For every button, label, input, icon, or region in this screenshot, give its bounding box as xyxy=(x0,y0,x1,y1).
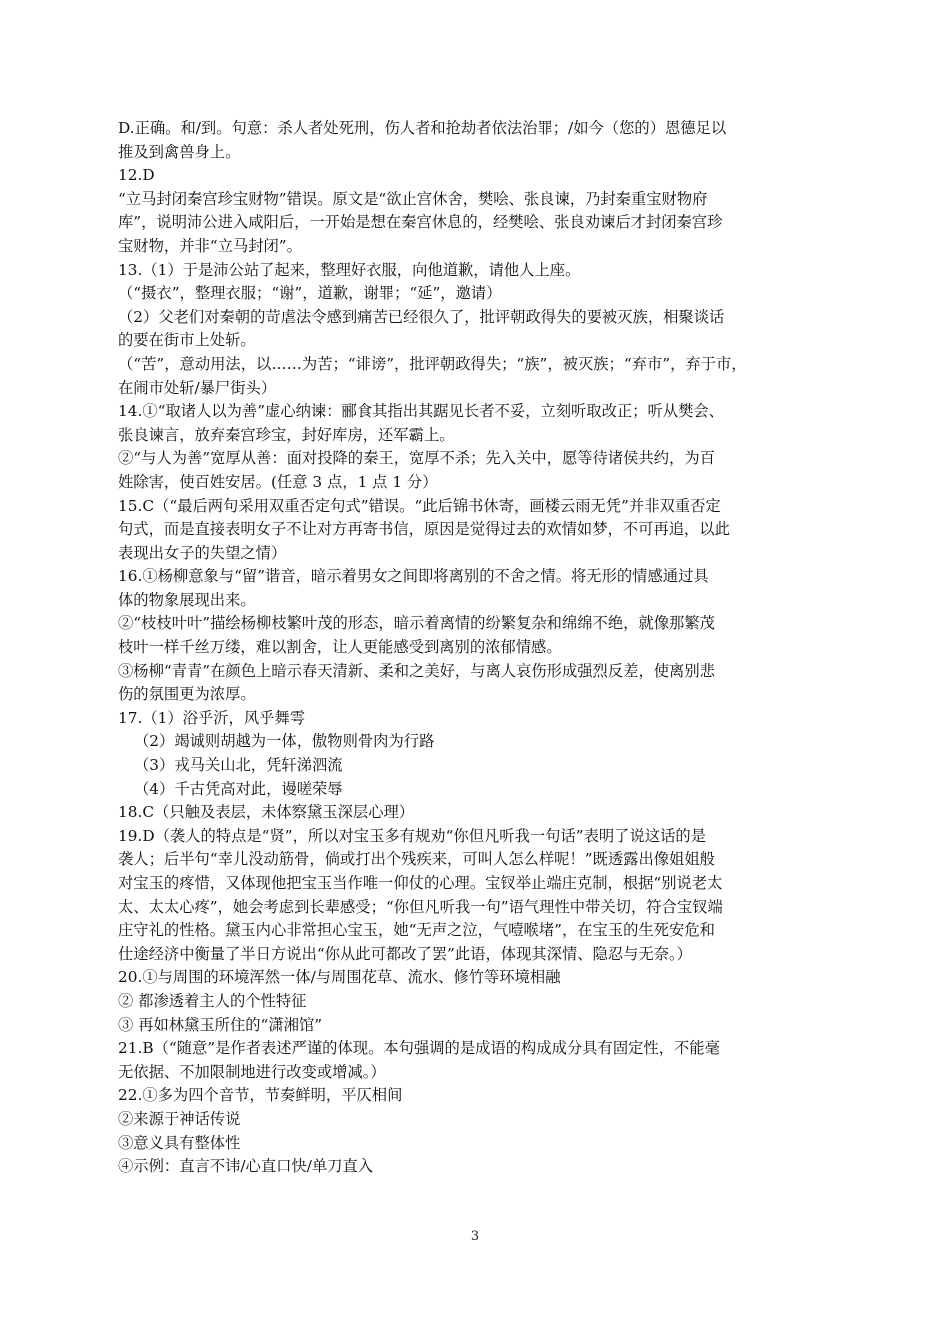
text-line: 14.①“取诸人以为善”虚心纳谏：郦食其指出其踞见长者不妥，立刻听取改正；听从樊会、 xyxy=(118,402,724,421)
text-line: 姓除害，使百姓安居。(任意 3 点，1 点 1 分） xyxy=(118,472,438,491)
text-line: （3）戎马关山北，凭轩涕泗流 xyxy=(134,756,343,775)
text-line: 15.C（“最后两句采用双重否定句式”错误。“此后锦书休寄，画楼云雨无凭”并非双重否定 xyxy=(118,496,721,515)
text-line: （2）竭诚则胡越为一体，傲物则骨肉为行路 xyxy=(134,732,435,751)
text-line: 21.B（“随意”是作者表述严谨的体现。本句强调的是成语的构成成分具有固定性，不能毫 xyxy=(118,1039,720,1058)
text-line: 无依据、不加限制地进行改变或增减。） xyxy=(118,1062,386,1081)
text-line: 体的物象展现出来。 xyxy=(118,590,256,609)
text-line: 推及到禽兽身上。 xyxy=(118,142,241,161)
text-line: 对宝玉的疼惜，又体现他把宝玉当作唯一仰仗的心理。宝钗举止端庄克制，根据“别说老太 xyxy=(118,874,723,892)
text-line: （4）千古凭高对此，谩嗟荣辱 xyxy=(134,779,343,798)
text-line: 18.C（只触及表层，未体察黛玉深层心理） xyxy=(118,803,415,822)
text-line: “立马封闭秦宫珍宝财物”错误。原文是“欲止宫休舍，樊哙、张良谏，乃封秦重宝财物府 xyxy=(118,189,708,208)
text-line: 袭人；后半句“幸儿没动筋骨，倘或打出个残疾来，可叫人怎么样呢！”既透露出像姐姐般 xyxy=(118,850,715,869)
text-line: D.正确。和/到。句意：杀人者处死刑，伤人者和抢劫者依法治罪；/如今（您的）恩德足以 xyxy=(118,119,727,137)
text-line: 17.（1）浴乎沂，风乎舞雩 xyxy=(118,708,306,727)
text-line: 伤的氛围更为浓厚。 xyxy=(118,685,256,704)
text-line: ④示例：直言不讳/心直口快/单刀直入 xyxy=(118,1157,374,1176)
text-line: 句式，而是直接表明女子不让对方再寄书信，原因是觉得过去的欢情如梦，不可再追，以此 xyxy=(118,520,730,539)
text-line: 13.（1）于是沛公站了起来，整理好衣服，向他道歉，请他人上座。 xyxy=(118,260,581,279)
text-line: 庄守礼的性格。黛玉内心非常担心宝玉，她“无声之泣，气噎喉堵”，在宝玉的生死安危和 xyxy=(118,921,715,940)
text-line: 宝财物，并非“立马封闭”。 xyxy=(118,236,302,255)
text-line: 16.①杨柳意象与“留”谐音，暗示着男女之间即将离别的不舍之情。将无形的情感通过具 xyxy=(118,567,709,586)
text-line: ③杨柳“青青”在颜色上暗示春天清新、柔和之美好，与离人哀伤形成强烈反差，使离别悲 xyxy=(118,661,715,680)
page-number: 3 xyxy=(470,1229,480,1244)
text-line: ② 都渗透着主人的个性特征 xyxy=(118,991,307,1010)
answer-key-body xyxy=(118,117,833,1179)
text-line: 仕途经济中衡量了半日方说出“你从此可都改了罢”此语，体现其深情、隐忍与无奈。） xyxy=(118,944,692,963)
text-line: 在闹市处斩/暴尸街头） xyxy=(118,378,277,397)
text-line: 20.①与周围的环境浑然一体/与周围花草、流水、修竹等环境相融 xyxy=(118,968,561,987)
text-line: 太、太太心疼”，她会考虑到长辈感受；“你但凡听我一句”语气理性中带关切，符合宝钗端 xyxy=(118,897,723,916)
text-line: 19.D（袭人的特点是“贤”，所以对宝玉多有规劝“你但凡听我一句话”表明了说这话的是 xyxy=(118,826,706,845)
text-line: 库”，说明沛公进入咸阳后，一开始是想在秦宫休息的，经樊哙、张良劝谏后才封闭秦宫珍 xyxy=(118,213,723,232)
text-line: ②“与人为善”宽厚从善：面对投降的秦王，宽厚不杀；先入关中，愿等待诸侯共约，为百 xyxy=(118,449,715,468)
text-line: （2）父老们对秦朝的苛虐法令感到痛苦已经很久了，批评朝政得失的要被灭族，相聚谈话 xyxy=(118,307,725,326)
text-line: （“苦”，意动用法，以……为苦；“诽谤”，批评朝政得失；“族”，被灭族；“弃市”，弃于市， xyxy=(118,354,747,373)
text-line: 张良谏言，放弃秦宫珍宝，封好库房，还军霸上。 xyxy=(118,425,455,444)
text-line: ②来源于神话传说 xyxy=(118,1109,241,1128)
text-line: 枝叶一样千丝万缕，难以割舍，让人更能感受到离别的浓郁情感。 xyxy=(118,638,562,657)
text-line: ③意义具有整体性 xyxy=(118,1133,241,1152)
text-line: 12.D xyxy=(118,166,155,185)
text-line: （“摄衣”，整理衣服；“谢”，道歉，谢罪；“延”，邀请） xyxy=(118,284,502,303)
text-line: 的要在街市上处斩。 xyxy=(118,331,256,350)
text-line: ②“枝枝叶叶”描绘杨柳枝繁叶茂的形态，暗示着离情的纷繁复杂和绵绵不绝，就像那繁茂 xyxy=(118,614,715,633)
text-line: 22.①多为四个音节，节奏鲜明，平仄相间 xyxy=(118,1086,403,1105)
text-line: 表现出女子的失望之情） xyxy=(118,543,287,562)
text-line: ③ 再如林黛玉所住的“潇湘馆” xyxy=(118,1015,323,1034)
